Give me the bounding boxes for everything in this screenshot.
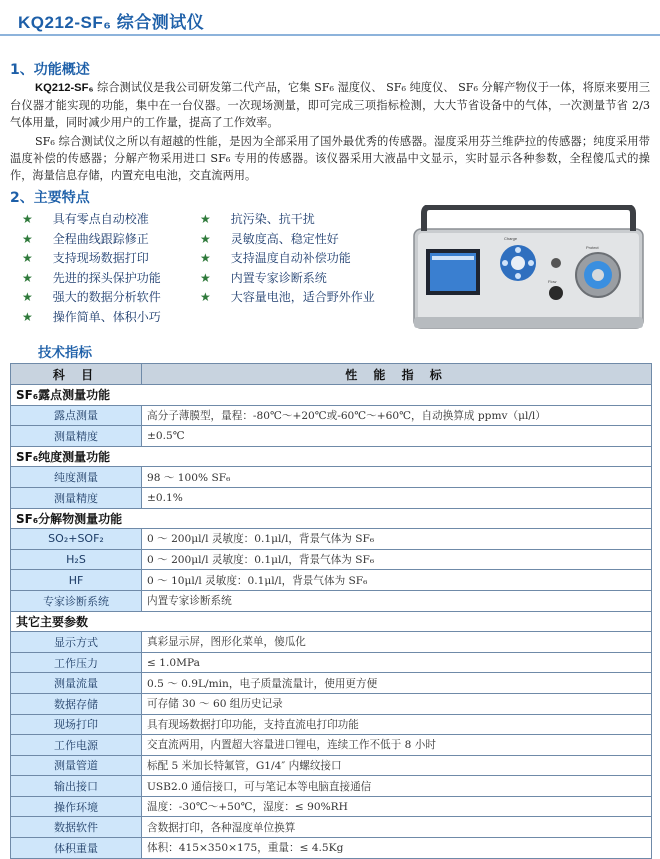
- feature-item: ★ 支持温度自动补偿功能: [200, 251, 351, 265]
- spec-row: [11, 590, 652, 611]
- star-icon: ★: [200, 231, 211, 246]
- overview-text-1: 综合测试仪是我公司研发第二代产品，它集 SF₆ 湿度仪、 SF₆ 纯度仪、 SF₆ 分解产物仪于一体，将原来要用三台仪器才能实现的功能，集中在一台仪器。一次现场测量，即可完成三项指标检测，大大节省设备中的气体，一次测量节省 2/3 气体用量，同时减少用户的工作量，提高了工作效率。: [10, 81, 651, 129]
- page-title: KQ212-SF₆ 综合测试仪: [18, 13, 205, 32]
- title-rule: [0, 34, 660, 36]
- spec-row: [11, 549, 652, 570]
- overview-paragraph-1: [10, 79, 650, 131]
- spec-item-name: 测量精度: [11, 487, 142, 508]
- spec-item-value: 具有现场数据打印功能，支持直流电打印功能: [142, 714, 652, 735]
- spec-item-value: 0 ～ 10μl/l 灵敏度：0.1μl/l，背景气体为 SF₆: [142, 570, 652, 591]
- overview-model: KQ212-SF₆: [35, 82, 94, 94]
- feature-item: ★ 内置专家诊断系统: [200, 270, 327, 285]
- spec-row: [11, 755, 652, 776]
- star-icon: ★: [200, 290, 211, 304]
- spec-section-row: [11, 446, 652, 467]
- spec-item-name: 工作压力: [11, 652, 142, 673]
- spec-section-label: SF₆分解物测量功能: [11, 508, 652, 529]
- spec-item-name: 数据存储: [11, 693, 142, 714]
- device-flow-label: Flow: [548, 279, 557, 284]
- feature-item: ★ 大容量电池，适合野外作业: [200, 290, 375, 304]
- spec-item-name: 体积重量: [11, 838, 142, 859]
- star-icon: ★: [22, 212, 33, 226]
- spec-item-name: H₂S: [11, 549, 142, 570]
- spec-row: [11, 796, 652, 817]
- spec-item-name: 专家诊断系统: [11, 590, 142, 611]
- feature-item: ★ 全程曲线跟踪修正: [22, 231, 149, 246]
- spec-item-value: ±0.5℃: [142, 426, 652, 447]
- spec-row: [11, 776, 652, 797]
- spec-table: [10, 363, 652, 859]
- overview-paragraph-2: SF₆ 综合测试仪之所以有超越的性能，是因为全部采用了国外最优秀的传感器。湿度采用芬兰维萨拉的传感器；纯度采用带温度补偿的传感器；分解产物采用进口 SF₆ 专用的传感器。该仪器采用大液晶中文显示，实时显示各种参数，全程傻瓜式的操作，海量信息存储，内置充电电池，交直流两用。: [10, 135, 650, 182]
- feature-item: ★ 灵敏度高、稳定性好: [200, 231, 339, 246]
- spec-item-name: 操作环境: [11, 796, 142, 817]
- spec-section-label: SF₆露点测量功能: [11, 385, 652, 406]
- device-knob-label: Protect: [586, 245, 599, 250]
- spec-row: [11, 673, 652, 694]
- tech-heading: 技术指标: [38, 345, 92, 361]
- spec-item-name: 现场打印: [11, 714, 142, 735]
- spec-item-name: 测量流量: [11, 673, 142, 694]
- spec-section-label: SF₆纯度测量功能: [11, 446, 652, 467]
- spec-header-row: [11, 364, 652, 385]
- feature-item: ★ 具有零点自动校准: [22, 212, 149, 226]
- spec-row: [11, 632, 652, 653]
- spec-section-label: 其它主要参数: [11, 611, 652, 632]
- spec-item-name: 纯度测量: [11, 467, 142, 488]
- spec-item-value: 高分子薄膜型，量程：-80℃～+20℃或-60℃～+60℃，自动换算成 ppmv（μl/l）: [142, 405, 652, 426]
- spec-item-name: 测量管道: [11, 755, 142, 776]
- spec-row: [11, 529, 652, 550]
- spec-row: [11, 735, 652, 756]
- spec-section-row: [11, 508, 652, 529]
- feature-item: ★ 先进的探头保护功能: [22, 270, 161, 285]
- spec-item-value: 0.5 ～ 0.9L/min，电子质量流量计，使用更方便: [142, 673, 652, 694]
- star-icon: ★: [22, 309, 33, 324]
- spec-header-subject: 科 目: [11, 364, 142, 385]
- spec-item-value: 真彩显示屏，图形化菜单，傻瓜化: [142, 632, 652, 653]
- spec-item-value: 98 ～ 100% SF₆: [142, 467, 652, 488]
- spec-item-name: 工作电源: [11, 735, 142, 756]
- spec-row: [11, 714, 652, 735]
- feature-item: ★ 操作简单、体积小巧: [22, 309, 161, 324]
- features-right-list: [200, 210, 375, 308]
- spec-item-value: 温度：-30℃～+50℃，湿度：≤ 90%RH: [142, 796, 652, 817]
- spec-item-value: 含数据打印，各种湿度单位换算: [142, 817, 652, 838]
- spec-item-value: 0 ～ 200μl/l 灵敏度：0.1μl/l，背景气体为 SF₆: [142, 529, 652, 550]
- spec-row: [11, 652, 652, 673]
- spec-item-name: 露点测量: [11, 405, 142, 426]
- spec-item-name: 数据软件: [11, 817, 142, 838]
- spec-row: [11, 426, 652, 447]
- spec-item-name: 输出接口: [11, 776, 142, 797]
- spec-row: [11, 570, 652, 591]
- spec-row: [11, 487, 652, 508]
- spec-item-value: 标配 5 米加长特氟管，G1/4″ 内螺纹接口: [142, 755, 652, 776]
- spec-row: [11, 405, 652, 426]
- spec-item-name: 显示方式: [11, 632, 142, 653]
- spec-section-row: [11, 385, 652, 406]
- spec-header-performance: 性 能 指 标: [142, 364, 652, 385]
- spec-item-value: 0 ～ 200μl/l 灵敏度：0.1μl/l，背景气体为 SF₆: [142, 549, 652, 570]
- spec-item-name: HF: [11, 570, 142, 591]
- overview-heading: 1、功能概述: [10, 62, 90, 78]
- features-heading: 2、主要特点: [10, 190, 90, 206]
- device-photo: [412, 205, 645, 330]
- features-left-list: [22, 210, 161, 327]
- spec-item-name: SO₂+SOF₂: [11, 529, 142, 550]
- star-icon: ★: [22, 270, 33, 285]
- spec-row: [11, 838, 652, 859]
- spec-item-value: 交直流两用，内置超大容量进口锂电，连续工作不低于 8 小时: [142, 735, 652, 756]
- star-icon: ★: [200, 212, 211, 226]
- device-panel-label: Charge: [504, 236, 518, 241]
- spec-item-value: 可存储 30 ～ 60 组历史记录: [142, 693, 652, 714]
- spec-row: [11, 693, 652, 714]
- spec-item-name: 测量精度: [11, 426, 142, 447]
- feature-item: ★ 强大的数据分析软件: [22, 290, 161, 304]
- spec-row: [11, 467, 652, 488]
- star-icon: ★: [22, 251, 33, 265]
- star-icon: ★: [200, 270, 211, 285]
- star-icon: ★: [22, 231, 33, 246]
- star-icon: ★: [22, 290, 33, 304]
- spec-item-value: 体积：415×350×175，重量：≤ 4.5Kg: [142, 838, 652, 859]
- spec-item-value: ±0.1%: [142, 487, 652, 508]
- feature-item: ★ 支持现场数据打印: [22, 251, 149, 265]
- spec-item-value: 内置专家诊断系统: [142, 590, 652, 611]
- star-icon: ★: [200, 251, 211, 265]
- feature-item: ★ 抗污染、抗干扰: [200, 212, 315, 226]
- spec-row: [11, 817, 652, 838]
- spec-item-value: USB2.0 通信接口，可与笔记本等电脑直接通信: [142, 776, 652, 797]
- spec-section-row: [11, 611, 652, 632]
- spec-item-value: ≤ 1.0MPa: [142, 652, 652, 673]
